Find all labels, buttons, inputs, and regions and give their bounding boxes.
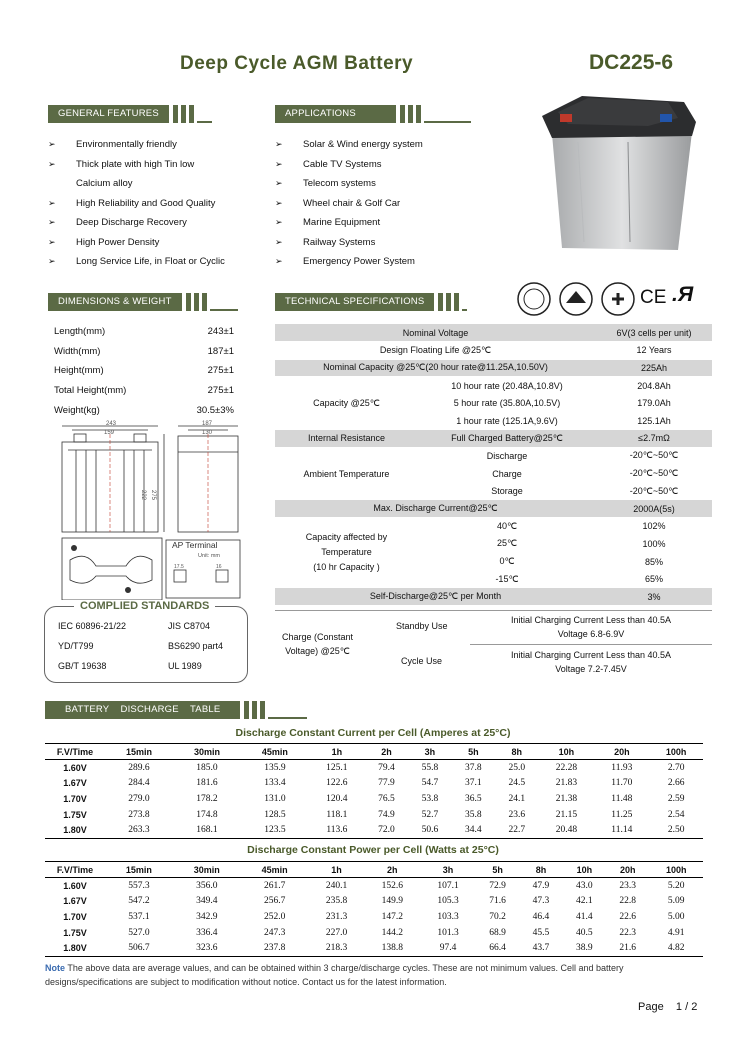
svg-text:AP Terminal: AP Terminal — [172, 540, 218, 550]
table-cell: 261.7 — [264, 880, 286, 891]
table-cell: 1.80V — [45, 823, 105, 839]
table-cell: 43.7 — [519, 941, 562, 957]
table-cell: 349.4 — [196, 896, 218, 907]
svg-text:275: 275 — [150, 490, 156, 501]
column-header: 1h — [309, 744, 365, 760]
table-cell: 22.3 — [619, 927, 637, 938]
table-cell: 45.5 — [532, 927, 550, 938]
table-cell: 21.15 — [555, 809, 578, 820]
feature-item: ➢ High Reliability and Good Quality — [48, 197, 216, 209]
feature-item: ➢ High Power Density — [48, 236, 160, 248]
svg-text:159: 159 — [104, 430, 115, 436]
column-header: 100h — [649, 862, 703, 878]
standards-title: COMPLIED STANDARDS — [74, 600, 215, 612]
applications-list — [275, 135, 423, 272]
svg-text:222: 222 — [140, 490, 146, 501]
cycle-charge-spec: Initial Charging Current Less than 40.5A Voltage 7.2-7.45V — [510, 650, 672, 674]
table-cell: 149.9 — [381, 896, 403, 907]
table-row — [45, 791, 703, 807]
column-header: 45min — [241, 862, 309, 878]
charge-label: Charge (Constant Voltage) @25℃ — [282, 632, 354, 656]
feature-item: ➢ Deep Discharge Recovery — [48, 217, 187, 228]
standard-item: IEC 60896-21/22 — [58, 621, 127, 631]
standby-use-label: Standby Use — [396, 621, 448, 631]
table-cell: 42.1 — [576, 896, 593, 907]
table-cell: 185.0 — [196, 762, 218, 773]
column-header: 1h — [309, 862, 365, 878]
dimension-row: Width(mm) 187±1 — [54, 346, 234, 357]
table-cell: 105.3 — [437, 896, 459, 907]
table-cell: 2.54 — [667, 809, 685, 820]
table-cell: 40.5 — [576, 927, 593, 938]
table-cell: 125.1 — [326, 762, 348, 773]
table-cell: 36.5 — [465, 793, 482, 804]
ce-mark-icon: CE — [640, 287, 667, 308]
section-general-features: GENERAL FEATURES — [48, 105, 212, 123]
column-header: 15min — [105, 862, 173, 878]
discharge-current-table — [45, 743, 703, 839]
application-item: ➢ Telecom systems — [275, 178, 376, 189]
column-header: 20h — [594, 744, 649, 760]
table-cell: 53.8 — [421, 793, 439, 804]
table-cell: 113.6 — [309, 823, 365, 839]
dimension-row: Total Height(mm) 275±1 — [54, 385, 234, 396]
table-cell: 2.59 — [667, 793, 685, 804]
battery-product-image — [538, 92, 698, 252]
table-cell: 4.91 — [667, 927, 685, 938]
table-cell: 506.7 — [105, 941, 173, 957]
table-cell: 123.5 — [241, 823, 309, 839]
standard-item: UL 1989 — [168, 661, 202, 671]
features-list — [48, 135, 225, 272]
feature-item: ➢ Environmentally friendly — [48, 139, 177, 150]
table-cell: 37.8 — [465, 762, 482, 773]
table-cell: 47.9 — [532, 880, 550, 891]
feature-item: ➢ Long Service Life, in Float or Cyclic — [48, 256, 225, 267]
column-header: 8h — [495, 744, 538, 760]
application-item: ➢ Cable TV Systems — [275, 158, 382, 170]
table-cell: 5.09 — [667, 896, 685, 907]
technical-specifications-table: Nominal Voltage 6V(3 cells per unit) Design Floating Life @25℃ 12 Years Nominal Capacity @25℃(20 hour rate@11.25A,10.50V) 225Ah Capacity @25℃ 10 hour rate (20.48A,10.8V) 204.8Ah 5 hour rate (35.80A,10.5V) 179.0Ah 1 hour rate (125.1A,9.6V) 125.1Ah Internal Resistance Full Charged Battery@25℃ ≤2.7mΩ Ambient Temperature Discharge -20℃~50℃ Charge -20℃~50℃ Storage -20℃~50℃ Max. Discharge Current@25℃ 2000A(5s) Capacity affected by Temperature (10 hr Capacity ) 40℃ 102% 25℃ 100% 0℃ 85% -15℃ 65% Self-Discharge@25℃ per Month 3% — [275, 324, 712, 606]
table-cell: 356.0 — [196, 880, 218, 891]
table-cell: 323.6 — [173, 941, 241, 957]
dimension-row: Length(mm) 243±1 — [54, 326, 234, 337]
table-row — [45, 925, 703, 941]
table-cell: 68.9 — [489, 927, 506, 938]
table-cell: 1.70V — [63, 793, 87, 804]
column-header: F.V/Time — [45, 862, 105, 878]
table-cell: 256.7 — [264, 896, 286, 907]
table-cell: 168.1 — [173, 823, 241, 839]
table-cell: 41.4 — [576, 911, 593, 922]
table-cell: 131.0 — [264, 793, 286, 804]
table-cell: 107.1 — [437, 880, 459, 891]
table-cell: 252.0 — [264, 911, 286, 922]
column-header: 2h — [364, 862, 420, 878]
section-discharge-table: BATTERY DISCHARGE TABLE — [45, 701, 307, 719]
table-cell: 46.4 — [532, 911, 550, 922]
table-cell: 227.0 — [325, 927, 348, 938]
table-cell: 336.4 — [196, 927, 218, 938]
table-row — [45, 941, 703, 957]
column-header: 30min — [173, 744, 241, 760]
application-item: ➢ Solar & Wind energy system — [275, 139, 423, 150]
table-cell: 97.4 — [420, 941, 476, 957]
svg-text:243: 243 — [106, 421, 117, 427]
table-cell: 537.1 — [128, 911, 150, 922]
table-cell: 11.93 — [611, 762, 633, 773]
table-cell: 5.00 — [667, 911, 685, 922]
table-cell: 24.1 — [508, 793, 526, 804]
table-cell: 52.7 — [421, 809, 439, 820]
column-header: 5h — [452, 744, 495, 760]
table-cell: 5.20 — [667, 880, 685, 891]
table-cell: 47.3 — [532, 896, 550, 907]
column-header: 20h — [606, 862, 649, 878]
column-header: F.V/Time — [45, 744, 105, 760]
document-title: Deep Cycle AGM Battery — [180, 53, 414, 74]
table-cell: 20.48 — [539, 823, 595, 839]
table-cell: 235.8 — [325, 896, 348, 907]
ohsas-icon — [602, 283, 634, 315]
table-cell: 70.2 — [489, 911, 506, 922]
standard-item: YD/T799 — [58, 641, 94, 651]
table-cell: 22.28 — [555, 762, 578, 773]
application-item: ➢ Emergency Power System — [275, 256, 415, 267]
table-cell: 23.3 — [619, 880, 637, 891]
section-dimensions-weight: DIMENSIONS & WEIGHT — [48, 293, 238, 311]
table-cell: 181.6 — [196, 778, 218, 789]
table-row — [45, 823, 703, 839]
application-item: ➢ Marine Equipment — [275, 217, 381, 228]
table-cell: 1.75V — [63, 809, 87, 820]
table-cell: 72.0 — [365, 823, 408, 839]
power-table-caption: Discharge Constant Power per Cell (Watts at 25°C) — [247, 844, 499, 856]
column-header: 10h — [563, 862, 606, 878]
table-cell: 37.1 — [465, 778, 482, 789]
table-cell: 1.75V — [63, 927, 87, 938]
table-cell: 138.8 — [364, 941, 420, 957]
table-cell: 55.8 — [421, 762, 439, 773]
application-item: ➢ Railway Systems — [275, 236, 376, 248]
table-cell: 11.14 — [594, 823, 649, 839]
column-header: 3h — [408, 744, 451, 760]
table-cell: 21.38 — [555, 793, 578, 804]
feature-item: Calcium alloy — [76, 178, 133, 189]
table-cell: 178.2 — [196, 793, 218, 804]
column-header: 3h — [420, 862, 476, 878]
table-cell: 247.3 — [264, 927, 286, 938]
table-cell: 21.6 — [606, 941, 649, 957]
dimension-row: Height(mm) 275±1 — [54, 365, 234, 376]
table-cell: 135.9 — [264, 762, 286, 773]
column-header: 100h — [649, 744, 703, 760]
ul-mark-icon: .Я — [672, 283, 694, 306]
standard-item: GB/T 19638 — [58, 661, 107, 671]
table-cell: 72.9 — [489, 880, 506, 891]
model-number: DC225-6 — [589, 51, 674, 74]
table-cell: 38.9 — [563, 941, 606, 957]
table-cell: 50.6 — [408, 823, 451, 839]
svg-text:16: 16 — [216, 564, 222, 570]
column-header: 8h — [519, 862, 562, 878]
standard-item: BS6290 part4 — [168, 641, 224, 651]
table-cell: 527.0 — [128, 927, 150, 938]
table-cell: 1.60V — [63, 880, 87, 891]
table-cell: 25.0 — [508, 762, 526, 773]
table-cell: 1.67V — [63, 896, 87, 907]
table-cell: 79.4 — [378, 762, 395, 773]
dimension-drawing — [56, 420, 246, 600]
table-cell: 76.5 — [378, 793, 395, 804]
feature-item: ➢ Thick plate with high Tin low — [48, 158, 195, 170]
standby-charge-spec: Initial Charging Current Less than 40.5A Voltage 6.8-6.9V — [470, 611, 712, 645]
table-cell: 289.6 — [128, 762, 150, 773]
footnote: Note The above data are average values, and can be obtained within 3 charge/discharge cycles. These are not minimum values. Cell and battery designs/specifications are subject to modification without notice. Contact us for the latest information. — [45, 963, 624, 987]
table-cell: 128.5 — [264, 809, 286, 820]
table-cell: 54.7 — [421, 778, 439, 789]
column-header: 2h — [365, 744, 408, 760]
table-cell: 2.50 — [649, 823, 703, 839]
table-row — [45, 775, 703, 791]
table-cell: 133.4 — [264, 778, 286, 789]
table-cell: 1.70V — [63, 911, 87, 922]
column-header: 10h — [539, 744, 595, 760]
column-header: 30min — [173, 862, 241, 878]
section-applications: APPLICATIONS — [275, 105, 471, 123]
application-item: ➢ Wheel chair & Golf Car — [275, 197, 401, 209]
table-cell: 547.2 — [128, 896, 150, 907]
table-cell: 22.7 — [495, 823, 538, 839]
table-row — [45, 878, 703, 894]
column-header: 15min — [105, 744, 173, 760]
iso14001-icon — [560, 283, 592, 315]
table-cell: 35.8 — [465, 809, 482, 820]
table-cell: 144.2 — [381, 927, 403, 938]
svg-text:187: 187 — [202, 421, 213, 427]
table-cell: 24.5 — [508, 778, 526, 789]
table-cell: 11.70 — [611, 778, 633, 789]
standard-item: JIS C8704 — [168, 621, 211, 631]
svg-text:17.5: 17.5 — [174, 564, 184, 570]
table-cell: 279.0 — [128, 793, 150, 804]
table-cell: 122.6 — [326, 778, 348, 789]
table-cell: 22.6 — [619, 911, 637, 922]
svg-text:Unit: mm: Unit: mm — [198, 553, 220, 559]
table-cell: 231.3 — [325, 911, 348, 922]
table-cell: 66.4 — [476, 941, 519, 957]
table-cell: 237.8 — [241, 941, 309, 957]
cycle-use-label: Cycle Use — [401, 656, 443, 666]
table-cell: 174.8 — [196, 809, 218, 820]
table-cell: 71.6 — [489, 896, 506, 907]
table-cell: 43.0 — [576, 880, 593, 891]
table-cell: 284.4 — [128, 778, 150, 789]
table-cell: 557.3 — [128, 880, 150, 891]
table-cell: 77.9 — [378, 778, 395, 789]
svg-text:130: 130 — [202, 430, 213, 436]
table-cell: 147.2 — [381, 911, 403, 922]
table-row — [45, 760, 703, 776]
table-cell: 1.80V — [45, 941, 105, 957]
table-cell: 1.67V — [63, 778, 87, 789]
table-cell: 2.70 — [667, 762, 685, 773]
dimension-row: Weight(kg) 30.5±3% — [54, 405, 234, 416]
table-cell: 21.83 — [555, 778, 578, 789]
iso9001-icon — [518, 283, 550, 315]
table-row — [45, 893, 703, 909]
column-header: 5h — [476, 862, 519, 878]
discharge-power-table — [45, 861, 703, 957]
table-cell: 240.1 — [325, 880, 348, 891]
table-cell: 11.25 — [611, 809, 633, 820]
table-cell: 118.1 — [326, 809, 348, 820]
section-technical-specifications: TECHNICAL SPECIFICATIONS — [275, 293, 467, 311]
table-cell: 342.9 — [196, 911, 218, 922]
table-cell: 11.48 — [611, 793, 633, 804]
table-row — [45, 909, 703, 925]
table-cell: 2.66 — [667, 778, 685, 789]
table-cell: 1.60V — [63, 762, 87, 773]
column-header: 45min — [241, 744, 309, 760]
current-table-caption: Discharge Constant Current per Cell (Amperes at 25°C) — [235, 727, 511, 739]
table-cell: 74.9 — [378, 809, 395, 820]
table-cell: 103.3 — [437, 911, 459, 922]
table-cell: 4.82 — [649, 941, 703, 957]
table-cell: 273.8 — [128, 809, 150, 820]
table-cell: 218.3 — [309, 941, 365, 957]
table-cell: 120.4 — [326, 793, 348, 804]
page-number: Page 1 / 2 — [638, 1001, 698, 1013]
table-cell: 22.8 — [619, 896, 637, 907]
table-cell: 23.6 — [508, 809, 526, 820]
table-cell: 263.3 — [105, 823, 173, 839]
table-cell: 101.3 — [437, 927, 459, 938]
table-cell: 34.4 — [452, 823, 495, 839]
table-row — [45, 807, 703, 823]
table-cell: 152.6 — [381, 880, 403, 891]
